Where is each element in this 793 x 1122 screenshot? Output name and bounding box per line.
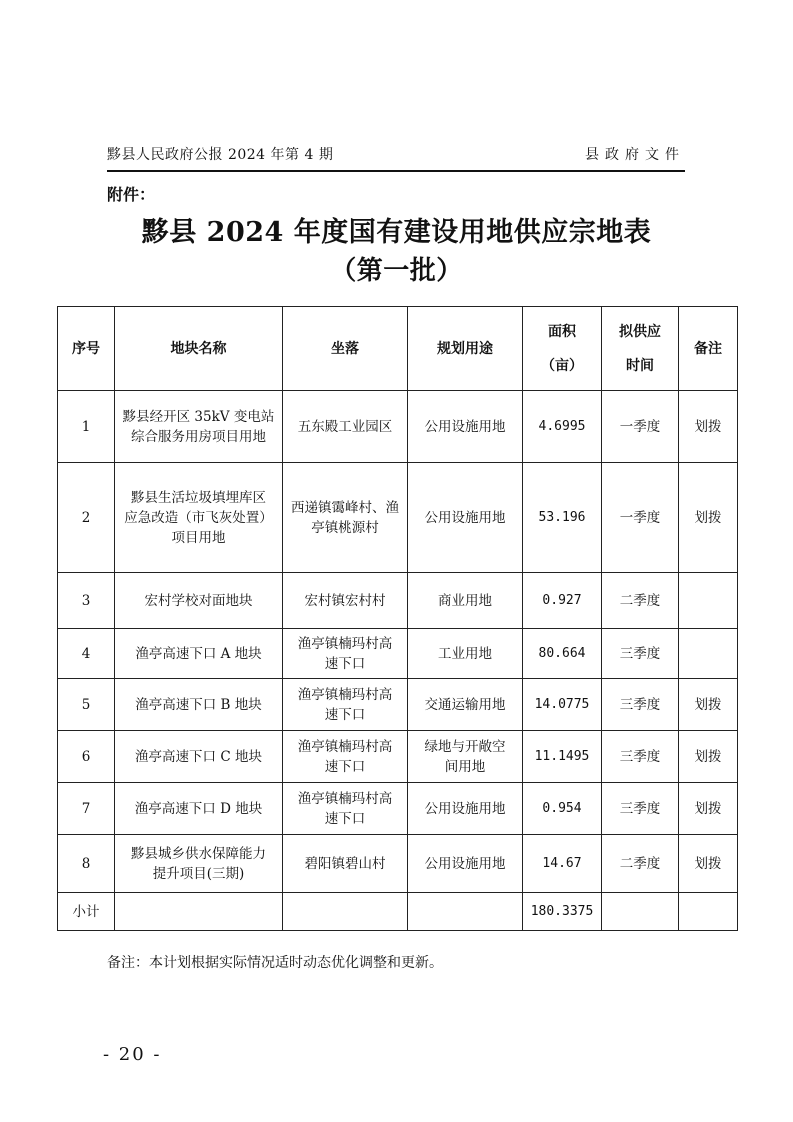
cell-time: 一季度 — [602, 391, 679, 463]
cell-location-line: 渔亭镇楠玛村高 — [297, 635, 393, 652]
cell-name — [115, 679, 283, 731]
cell-time: 三季度 — [602, 783, 679, 835]
page-header — [107, 140, 685, 172]
cell-area: 14.67 — [523, 835, 602, 893]
header-name: 地块名称 — [115, 307, 283, 391]
page-number: - 20 - — [103, 1044, 162, 1065]
subtotal-label: 小计 — [58, 893, 115, 931]
cell-location — [283, 391, 408, 463]
cell-name-line: 黟县经开区 35kV 变电站 — [122, 408, 275, 425]
cell-usage — [408, 679, 523, 731]
cell-name — [115, 731, 283, 783]
subtotal-empty-location — [283, 893, 408, 931]
cell-seq: 5 — [58, 679, 115, 731]
document-title: 黟县 2024 年度国有建设用地供应宗地表 — [141, 217, 652, 248]
cell-remark: 划拨 — [679, 679, 738, 731]
table-row — [58, 391, 738, 463]
table-header-row — [58, 307, 738, 391]
cell-location — [283, 573, 408, 629]
table-row — [58, 783, 738, 835]
cell-seq: 6 — [58, 731, 115, 783]
cell-name — [115, 629, 283, 679]
subtotal-empty-name — [115, 893, 283, 931]
cell-area: 0.927 — [523, 573, 602, 629]
table-row — [58, 679, 738, 731]
table-row — [58, 835, 738, 893]
cell-area: 0.954 — [523, 783, 602, 835]
cell-name — [115, 463, 283, 573]
header-area-label: 面积 — [548, 323, 576, 340]
cell-usage — [408, 573, 523, 629]
header-time-label-2: 时间 — [626, 357, 654, 374]
cell-location-line: 速下口 — [324, 758, 366, 775]
cell-usage-line: 公用设施用地 — [424, 855, 506, 872]
cell-name-line: 提升项目(三期) — [152, 865, 245, 882]
cell-remark — [679, 629, 738, 679]
cell-name-line: 项目用地 — [171, 529, 226, 546]
cell-seq: 4 — [58, 629, 115, 679]
cell-location-line: 渔亭镇楠玛村高 — [297, 790, 393, 807]
land-supply-table — [57, 306, 738, 931]
cell-time: 二季度 — [602, 573, 679, 629]
cell-location — [283, 783, 408, 835]
table-row — [58, 629, 738, 679]
cell-location-line: 速下口 — [324, 706, 366, 723]
table-row — [58, 731, 738, 783]
cell-usage-line: 交通运输用地 — [424, 696, 506, 713]
subtotal-empty-usage — [408, 893, 523, 931]
cell-usage — [408, 391, 523, 463]
cell-name — [115, 573, 283, 629]
document-subtitle: （第一批） — [330, 256, 463, 286]
cell-time: 三季度 — [602, 679, 679, 731]
header-seq: 序号 — [58, 307, 115, 391]
header-location: 坐落 — [283, 307, 408, 391]
cell-area: 4.6995 — [523, 391, 602, 463]
cell-location-line: 亭镇桃源村 — [311, 519, 379, 536]
header-section: 县政府文件 — [585, 147, 685, 163]
subtotal-empty-time — [602, 893, 679, 931]
cell-usage-line: 间用地 — [444, 758, 486, 775]
subtotal-row — [58, 893, 738, 931]
cell-time: 二季度 — [602, 835, 679, 893]
cell-area: 53.196 — [523, 463, 602, 573]
cell-location-line: 速下口 — [324, 655, 366, 672]
table-row — [58, 573, 738, 629]
cell-location-line: 西递镇霭峰村、渔 — [291, 499, 399, 516]
header-publication: 黟县人民政府公报 2024 年第 4 期 — [107, 147, 334, 163]
table-row — [58, 463, 738, 573]
cell-name-line: 渔亭高速下口 A 地块 — [135, 645, 262, 662]
cell-name — [115, 783, 283, 835]
header-area — [523, 307, 602, 391]
cell-location-line: 渔亭镇楠玛村高 — [297, 686, 393, 703]
cell-seq: 7 — [58, 783, 115, 835]
header-area-unit: （亩） — [541, 357, 583, 374]
cell-name-line: 渔亭高速下口 B 地块 — [135, 696, 262, 713]
cell-usage — [408, 731, 523, 783]
attachment-label: 附件： — [107, 185, 156, 204]
header-usage: 规划用途 — [408, 307, 523, 391]
header-remark: 备注 — [679, 307, 738, 391]
cell-name-line: 黟县城乡供水保障能力 — [131, 845, 266, 862]
cell-remark: 划拨 — [679, 391, 738, 463]
cell-usage — [408, 783, 523, 835]
cell-usage-line: 工业用地 — [438, 645, 492, 662]
subtotal-area: 180.3375 — [523, 893, 602, 931]
cell-location-line: 碧阳镇碧山村 — [304, 855, 386, 872]
cell-area: 80.664 — [523, 629, 602, 679]
header-time-label: 拟供应 — [619, 323, 661, 340]
cell-name-line: 渔亭高速下口 D 地块 — [134, 800, 263, 817]
cell-usage-line: 商业用地 — [438, 592, 492, 609]
cell-time: 三季度 — [602, 731, 679, 783]
cell-usage — [408, 463, 523, 573]
cell-remark: 划拨 — [679, 835, 738, 893]
cell-name — [115, 835, 283, 893]
cell-seq: 3 — [58, 573, 115, 629]
cell-location — [283, 835, 408, 893]
cell-usage-line: 公用设施用地 — [424, 418, 506, 435]
cell-usage-line: 公用设施用地 — [424, 800, 506, 817]
cell-location — [283, 731, 408, 783]
cell-usage — [408, 835, 523, 893]
cell-name — [115, 391, 283, 463]
cell-area: 14.0775 — [523, 679, 602, 731]
cell-location — [283, 629, 408, 679]
cell-name-line: 宏村学校对面地块 — [144, 592, 253, 609]
cell-name-line: 综合服务用房项目用地 — [131, 428, 266, 445]
cell-name-line: 黟县生活垃圾填埋库区 — [131, 489, 266, 506]
cell-location-line: 速下口 — [324, 810, 366, 827]
cell-location-line: 渔亭镇楠玛村高 — [297, 738, 393, 755]
cell-remark: 划拨 — [679, 783, 738, 835]
cell-time: 三季度 — [602, 629, 679, 679]
cell-remark: 划拨 — [679, 731, 738, 783]
cell-usage-line: 绿地与开敞空 — [424, 738, 506, 755]
cell-name-line: 应急改造（市飞灰处置） — [124, 509, 273, 526]
cell-location-line: 宏村镇宏村村 — [304, 592, 386, 609]
cell-location-line: 五东殿工业园区 — [297, 418, 393, 435]
cell-area: 11.1495 — [523, 731, 602, 783]
cell-location — [283, 463, 408, 573]
footnote: 备注：本计划根据实际情况适时动态优化调整和更新。 — [107, 955, 443, 971]
cell-seq: 1 — [58, 391, 115, 463]
cell-remark: 划拨 — [679, 463, 738, 573]
cell-usage-line: 公用设施用地 — [424, 509, 506, 526]
cell-name-line: 渔亭高速下口 C 地块 — [135, 748, 262, 765]
header-time — [602, 307, 679, 391]
cell-seq: 2 — [58, 463, 115, 573]
subtotal-empty-remark — [679, 893, 738, 931]
cell-remark — [679, 573, 738, 629]
cell-location — [283, 679, 408, 731]
cell-seq: 8 — [58, 835, 115, 893]
cell-time: 一季度 — [602, 463, 679, 573]
cell-usage — [408, 629, 523, 679]
